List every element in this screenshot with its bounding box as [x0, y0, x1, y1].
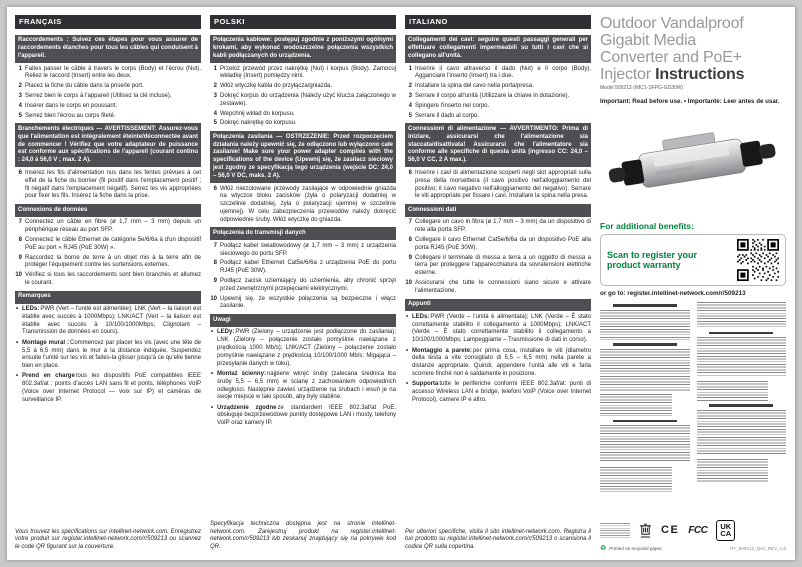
step-number: 10	[210, 295, 217, 302]
note-item	[210, 371, 396, 402]
numbered-step	[405, 113, 591, 121]
step-text: Inserire i cavi di alimentazione scoperti negli slot appropriati sulla presa della morsettiera (il cavo positivo nell'alloggiamento del positivo; il cavo negativo nell'alloggiamento del negativo). Serrare le viti appropriate per fissare i cavi. Installare la spina nella presa.	[415, 169, 591, 200]
benefits-heading: For additional benefits:	[600, 221, 694, 232]
step-text: Connectez le câble Ethernet de catégorie 5e/6/6a à d'un dispositif PoE au port « RJ45 (PoE 30W) ».	[25, 236, 201, 251]
section-header: Connessioni di alimentazione — AVVERTIMENTO: Prima di iniziare, assicurarsi che l'alimentazione sia staccata/disattivata! Assicurarsi che l'alimentatore sia conforme alle specifiche di questa unità (ingresso CC: 24,0 – 56,0 V CC, 2 A max.).	[405, 123, 591, 167]
language-header-italian: ITALIANO	[405, 15, 591, 29]
title-instructions: Instructions	[655, 66, 745, 84]
section-header: Raccordements : Suivez ces étapes pour vous assurer de raccordements étanches pour tous les câbles qui conduisent à l'appareil.	[15, 35, 201, 63]
note-text: tous les dispositifs PoE compatibles IEEE 802.3af/at : points d'accès LAN sans fil et ponts, téléphones VoIP (Voice over Internet Protocol — voix sur IP) et caméras de surveillance IP.	[22, 373, 202, 403]
step-number: 5	[18, 112, 22, 119]
step-text: Insérer dans le corps en poussant.	[25, 102, 118, 109]
weee-bin-icon	[639, 522, 652, 539]
step-text: Serrare il dado al corpo.	[415, 112, 480, 119]
step-number: 8	[213, 260, 217, 267]
step-number: 7	[408, 219, 412, 226]
numbered-step	[210, 83, 396, 91]
section-header: Połączenia zasilania — OSTRZEŻENIE: Przed rozpoczęciem działania należy upewnić się, że odłączono lub wyłączono całe zasilanie! Make sure your power adapter complies with the specifications of the device (Upewnij się, że zasilacz sieciowy jest zgodny ze specyfikacją tego urządzenia (wejście DC: 24,0 – 56,0 V DC, maks. 2 A).	[210, 131, 396, 183]
numbered-step	[405, 93, 591, 101]
note-text: ze standardem IEEE 802.3af/at PoE: obsługuje bezprzewodowe punkty dostępowe LAN i mosty, telefony VoIP oraz kamery IP.	[217, 404, 397, 427]
column-body-french	[15, 32, 201, 407]
column-french	[15, 15, 201, 552]
step-number: 3	[213, 93, 217, 100]
numbered-step	[210, 93, 396, 109]
step-number: 1	[213, 65, 217, 72]
step-text: Assicurarsi che tutte le connessioni siano sicure e attivare l'alimentazione.	[415, 279, 591, 294]
numbered-step	[405, 237, 591, 253]
numbered-step	[15, 170, 201, 201]
scan-text: Scan to register your product warranty	[607, 250, 698, 271]
numbered-step	[405, 219, 591, 235]
numbered-step	[405, 66, 591, 82]
step-text: Collegare il cavo Ethernet Cat5e/6/6a da un dispositivo PoE alla porta RJ45 (PoE 30W).	[415, 236, 591, 251]
step-text: Podłącz kabel światłowodowy (ø 1,7 mm – 3 mm) z urządzenia sieciowego do portu SFP.	[220, 242, 396, 257]
note-item	[15, 306, 201, 337]
ukca-bottom: CA	[720, 529, 732, 538]
title-line-4: Injector Instructions	[600, 66, 745, 84]
numbered-step	[15, 83, 201, 91]
section-header: Remarques	[15, 291, 201, 304]
section-header: Połączenia kablowe: postępuj zgodnie z poniższymi ogólnymi krokami, aby wykonać wodoszczelne połączenia wszystkich kabli podłączanych do urządzenia.	[210, 35, 396, 63]
note-text: najpierw wkręć śruby (zalecana średnica łba śruby 5,5 – 6,5 mm) w ścianę z zachowaniem odpowiednich odległości. Następnie zawieś urządzenie na śrubach i wsuń je na swoje miejsce w taki sposób, aby były stabilne.	[217, 370, 396, 401]
step-number: 10	[15, 272, 22, 279]
step-text: Placez la fiche du câble dans la prise/le port.	[25, 83, 144, 90]
column-footer-french: Vous trouvez les spécifications sur intellinet-network.com. Enregistrez votre produit sur register.intellinet-network.com/r/509213 ou scannez le code QR figurant sur la couverture.	[15, 528, 201, 551]
numbered-step	[210, 120, 396, 128]
document-code: RT_509213_QIG_REV_1.0	[730, 546, 786, 551]
step-number: 6	[18, 169, 22, 176]
section-header: Branchements électriques — AVERTISSEMENT: Assurez-vous que l'alimentation est intégralement éteinte/déconnectée avant de commencer ! Vérifiez que votre adaptateur de puissance est conforme aux spécifications de l'appareil (courant continu : 24,0 à 56,0 V ; max. 2 A).	[15, 123, 201, 167]
note-item	[210, 329, 396, 368]
numbered-step	[15, 103, 201, 111]
step-number: 3	[18, 93, 22, 100]
fcc-mark: FCC	[688, 524, 708, 536]
note-lead: Montaggio a parete:	[412, 347, 472, 354]
register-prefix: or go to:	[600, 290, 628, 298]
media-converter-image	[600, 106, 786, 218]
note-item	[15, 373, 201, 404]
note-text: PWR (Zielony – urządzenie jest podłączone do zasilania); LNK (Zielony – połączenie zostało pomyślnie nawiązane z prędkością 1000 Mb/s); LNK/ACT (Zielony – połączenie zostało pomyślnie nawiązane z prędkością 10/100/1000 Mb/s; Migająca – przesyłanie danych w toku).	[217, 329, 396, 367]
step-text: Podłącz kabel Ethernet Cat5e/6/6a z urządzenia PoE do portu RJ45 (PoE 30W).	[220, 260, 396, 275]
step-text: Faites passer le câble à travers le corps (Body) et l'écrou (Nut). Reliez le raccord (Insert) entre les deux.	[25, 65, 201, 80]
column-polish	[210, 15, 396, 552]
title-line-2: Gigabit Media	[600, 32, 697, 50]
fine-print-column-left	[600, 302, 690, 514]
numbered-step	[15, 113, 201, 121]
note-text: per prima cosa, installare le viti (diametro della testa a vite consigliato di 5,5 – 6,5 mm) nella parete a distanze appropriate. Quindi, appendere l'unità alle viti e farla scorrere finché non è saldamente in posizione.	[412, 347, 591, 377]
section-header: Connexions de données	[15, 204, 201, 217]
fine-print-heading	[709, 404, 773, 406]
step-text: Włóż nieizolowane przewody zasilające w odpowiednie gniazda na wtyczce bloku zacisków (żyła o polaryzacji dodatniej w szczelinie dodatniej, żyła o polaryzacji ujemnej w szczelinie ujemnej). W celu zabezpieczenia przewodów należy dokręcić odpowiednie śruby. Włóż wtyczkę do gniazda.	[220, 185, 396, 223]
fine-print-heading	[613, 304, 677, 306]
numbered-step	[405, 280, 591, 296]
section-header: Uwagi	[210, 314, 396, 327]
note-lead: Montage mural :	[22, 339, 69, 346]
important-notice: Important: Read before use. • Importante: Leer antes de usar.	[600, 98, 780, 106]
fine-print-heading	[613, 343, 677, 345]
step-number: 8	[408, 236, 412, 243]
step-text: Upewnij się, że wszystkie połączenia są bezpieczne i włącz zasilanie.	[220, 295, 396, 310]
step-text: Przełóż przewód przez nakrętkę (Nut) i korpus (Body). Zamocuj wkładkę (Insert) pomiędzy nimi.	[220, 65, 396, 80]
fine-print-column-right	[697, 302, 787, 514]
certification-fine-print	[600, 523, 630, 538]
note-lead: LEDs:	[412, 313, 430, 320]
section-header: Connessioni dati	[405, 204, 591, 217]
section-header: Appunti	[405, 299, 591, 312]
fine-print-heading	[709, 332, 773, 334]
step-number: 7	[213, 242, 217, 249]
step-number: 4	[18, 102, 22, 109]
recycled-note: Printed on recycled paper.	[609, 546, 663, 551]
note-item	[405, 314, 591, 345]
step-number: 4	[408, 102, 412, 109]
numbered-step	[15, 272, 201, 288]
note-lead: Prend en charge	[22, 373, 75, 380]
numbered-step	[15, 255, 201, 271]
warranty-scan-box	[600, 234, 786, 286]
step-number: 5	[213, 120, 217, 127]
step-number: 1	[18, 65, 22, 72]
panel-footer	[600, 545, 786, 552]
note-text: Commencez par placer les vis (avec une tête de 5,5 à 6,5 mm) dans le mur à la distance indiquée. Suspendez ensuite l'unité sur les vis et faites-la glisser jusqu'à ce qu'elle tienne bien en place.	[22, 339, 201, 370]
column-footer-polish: Specyfikacja techniczna dostępna jest na stronie intellinet-network.com. Zarejestruj produkt na register.intellinet-network.com/r/509213 lub zeskanuj znajdujący się na pokrywie kod QR.	[210, 520, 396, 551]
step-text: Installare la spina del cavo nella porta/presa.	[415, 83, 534, 90]
step-text: Serrez bien l'écrou au corps fileté.	[25, 112, 116, 119]
step-text: Wepchnij wkład do korpusu.	[220, 110, 295, 117]
recycled-paper-icon: ♻	[600, 545, 607, 552]
numbered-step	[405, 103, 591, 111]
title-line-1: Outdoor Vandalproof	[600, 15, 744, 32]
step-text: Serrez bien le corps à l'appareil (Utilisez la clé incluse).	[25, 93, 172, 100]
note-item	[15, 340, 201, 371]
note-lead: Supporta	[412, 381, 439, 388]
section-header: Collegamenti dei cavi: seguire questi passaggi generali per effettuare collegamenti impermeabili su tutti i cavi che si collegano all'unità.	[405, 35, 591, 63]
column-body-polish	[210, 32, 396, 431]
note-text: PWR (Verde – l'unità è alimentata); LNK (Verde – È stato correttamente stabilito il collegamento a 1000Mbps); LNK/ACT (Verde – È stato correttamente stabilito il collegamento a 10/100/1000Mbps; Lampeggiante – Trasmissione di dati in corso).	[412, 313, 591, 344]
numbered-step	[210, 296, 396, 312]
fine-print-heading	[613, 420, 677, 422]
step-number: 10	[405, 279, 412, 286]
note-text: tutte le periferiche conformi IEEE 802.3af/at: punti di accesso Wireless LAN e bridge, telefoni VoIP (Voice over Internet Protocol), camere IP e altro.	[412, 381, 591, 403]
step-text: Raccordez la borne de terre à un objet mis à la terre afin de protéger l'équipement contre les surtensions externes.	[25, 254, 201, 269]
step-text: Vérifiez si tous les raccordements sont bien branchés et allumez le courant.	[25, 272, 201, 286]
step-text: Dokręć korpus do urządzenia (Należy użyć klucza załączonego w zestawie).	[220, 93, 396, 107]
step-number: 9	[18, 254, 22, 261]
step-text: Collegare il terminale di messa a terra a un oggetto di messa a terra per proteggere l'apparecchiatura da sovratensioni elettriche esterne.	[415, 254, 591, 277]
numbered-step	[15, 93, 201, 101]
numbered-step	[210, 243, 396, 259]
certification-logos	[600, 518, 786, 542]
register-url-line	[600, 290, 786, 297]
numbered-step	[15, 237, 201, 253]
note-lead: Urządzenie zgodne	[217, 404, 277, 411]
numbered-step	[210, 111, 396, 119]
qr-code	[737, 239, 779, 281]
language-header-polish: POLSKI	[210, 15, 396, 29]
step-text: Włóż wtyczkę kabla do przyłącza/gniazda.	[220, 83, 333, 90]
note-item	[405, 381, 591, 404]
fine-print	[600, 302, 786, 514]
step-number: 5	[408, 112, 412, 119]
ce-mark: CE	[661, 524, 680, 536]
instruction-sheet	[7, 7, 795, 560]
step-text: Serrare il corpo all'unità (Utilizzare la chiave in dotazione).	[415, 93, 570, 100]
step-text: Spingere l'inserto nel corpo.	[415, 102, 490, 109]
product-photo	[600, 106, 786, 218]
step-number: 9	[408, 254, 412, 261]
note-item	[210, 405, 396, 428]
note-text: PWR (Vert – l'unité est alimentée); LNK (Vert – la liaison est établie avec succès à 1000Mbps); LNK/ACT (Vert – la liaison est établie avec succès à 10/100/1000Mbps; Clignotant – Transmission de données en cours).	[22, 306, 201, 336]
numbered-step	[405, 83, 591, 91]
section-header: Połączenia do transmisji danych	[210, 227, 396, 240]
numbered-step	[15, 219, 201, 235]
step-number: 9	[213, 277, 217, 284]
note-lead: LEDs:	[22, 306, 40, 313]
register-url: register.intellinet-network.com/r/509213	[627, 290, 746, 298]
step-number: 7	[18, 219, 22, 226]
step-number: 8	[18, 236, 22, 243]
numbered-step	[210, 260, 396, 276]
step-number: 6	[213, 185, 217, 192]
step-text: Dokręć nakrętkę do korpusu.	[220, 120, 297, 127]
column-body-italian	[405, 32, 591, 407]
step-text: Insérez les fils d'alimentation nus dans les fentes prévues à cet effet de la fiche du bornier (fil positif dans l'emplacement positif ; fil négatif dans l'emplacement négatif). Serrez les vis appropriées pour fixer les fils. Insérez la fiche dans la prise.	[25, 169, 201, 200]
step-number: 1	[408, 65, 412, 72]
step-text: Inserire il cavo attraverso il dado (Nut) e il corpo (Body). Agganciare l'inserto (Insert) tra i due.	[415, 65, 591, 80]
column-italian	[405, 15, 591, 552]
note-item	[405, 348, 591, 379]
column-footer-italian: Per ulteriori specifiche, visita il sito intellinet-network.com. Registra il tuo prodotto su register.intellinet-network.com/r/509213 o scansiona il codice QR sulla copertina.	[405, 528, 591, 551]
step-text: Connectez un câble en fibre (ø 1,7 mm – 3 mm) depuis un périphérique réseau au port SFP.	[25, 219, 201, 234]
model-number: Model 509213 (IMC1-SFPG-GD30W)	[600, 85, 684, 92]
title-line-3: Converter and PoE+	[600, 49, 742, 67]
ukca-mark	[716, 520, 735, 541]
numbered-step	[405, 170, 591, 201]
note-lead: LEDy:	[217, 329, 235, 336]
step-number: 6	[408, 169, 412, 176]
numbered-step	[210, 66, 396, 82]
step-number: 3	[408, 93, 412, 100]
step-number: 2	[213, 83, 217, 90]
numbered-step	[210, 186, 396, 225]
step-number: 2	[408, 83, 412, 90]
language-header-french: FRANÇAIS	[15, 15, 201, 29]
numbered-step	[210, 278, 396, 294]
step-text: Collegare un cavo in fibra (ø 1,7 mm – 3 mm) da un dispositivo di rete alla porta SFP.	[415, 219, 591, 234]
product-title	[600, 15, 786, 83]
ukca-top: UK	[720, 521, 732, 531]
step-text: Podłącz zacisk uziemiający do uziemienia, aby chronić sprzęt przed zewnętrznymi przepięciami elektrycznymi.	[220, 277, 396, 292]
cover-panel	[600, 15, 786, 552]
step-number: 4	[213, 110, 217, 117]
note-lead: Montaż ścienny:	[217, 370, 266, 377]
numbered-step	[405, 255, 591, 278]
step-number: 2	[18, 83, 22, 90]
numbered-step	[15, 66, 201, 82]
